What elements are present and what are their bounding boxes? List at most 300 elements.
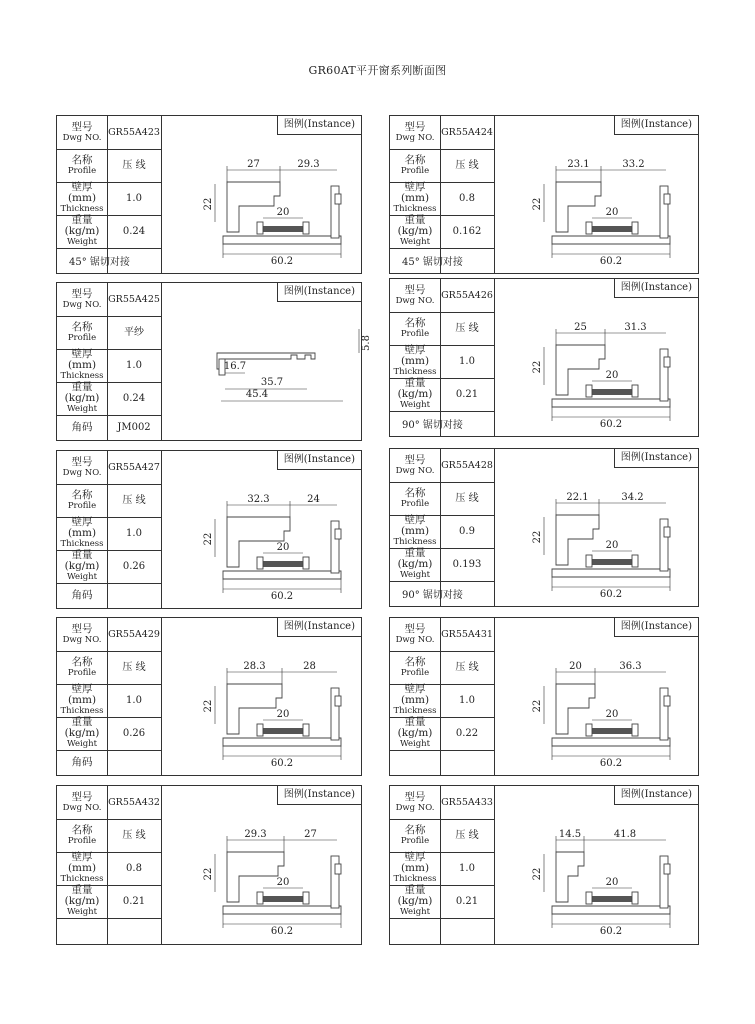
weight-value: 0.21 [122, 896, 146, 907]
dim-a: 28.3 [243, 661, 266, 672]
label-cn: 壁厚 (mm) [400, 181, 430, 204]
weight-value: 0.193 [452, 559, 482, 570]
label-cn: 名称 [404, 655, 426, 668]
dim-a: 22.1 [566, 492, 589, 503]
label-cn: 型号 [71, 790, 93, 803]
dim-m: 20 [605, 877, 619, 888]
profile-shape [227, 182, 280, 232]
gasket-strip [592, 226, 632, 232]
dim-a: 29.3 [244, 829, 267, 840]
label-cn: 型号 [404, 790, 426, 803]
dim-b: 31.3 [624, 322, 647, 333]
frame-hook [664, 696, 670, 706]
profile-name: 平纱 [124, 327, 144, 338]
dim-b: 29.3 [297, 159, 320, 170]
label-cn: 型号 [404, 622, 426, 635]
row-label [57, 382, 107, 415]
profile-card [56, 282, 372, 441]
profile-drawing [498, 469, 698, 606]
row-label [57, 451, 107, 484]
label-en: Profile [67, 500, 97, 511]
label-en: Profile [67, 165, 97, 176]
frame-hook [664, 194, 670, 204]
label-en: Thickness [393, 874, 437, 884]
corner-code-value [107, 583, 161, 608]
label-cn: 型号 [404, 283, 426, 296]
row-divider [390, 750, 494, 751]
row-label [390, 449, 440, 482]
profile-card [389, 448, 699, 607]
instance-label: 图例(Instance) [277, 451, 361, 470]
dim-h: 22 [532, 360, 543, 374]
frame-shape [223, 906, 341, 914]
cut-note: 90° 锯切对接 [402, 420, 463, 431]
dim-h: 22 [532, 530, 543, 544]
label-cn: 重量 (kg/m) [64, 549, 100, 572]
instance-label: 图例(Instance) [614, 116, 698, 135]
dwg-number: GR55A423 [108, 127, 160, 138]
profile-card [56, 450, 362, 609]
dim-m: 20 [276, 542, 290, 553]
frame-shape [223, 571, 341, 579]
dim-m: 20 [276, 877, 290, 888]
cut-note: 90° 锯切对接 [402, 590, 463, 601]
dim-w: 60.2 [599, 758, 623, 769]
label-en: Dwg NO. [62, 467, 102, 478]
dwg-number: GR55A431 [441, 629, 493, 640]
row-label [57, 215, 107, 248]
row-label [57, 550, 107, 583]
gasket-holder [257, 222, 263, 234]
dim-h: 22 [532, 699, 543, 713]
label-en: Thickness [393, 537, 437, 547]
profile-name: 压 线 [122, 495, 146, 506]
profile-name: 压 线 [455, 830, 479, 841]
label-cn: 名称 [71, 153, 93, 166]
row-label [390, 515, 440, 548]
label-en: Thickness [393, 204, 437, 214]
label-cn: 名称 [404, 153, 426, 166]
frame-hook [335, 194, 341, 204]
dim-b: 34.2 [621, 492, 644, 503]
profile-name: 压 线 [122, 830, 146, 841]
row-label [390, 149, 440, 182]
dim-a: 14.5 [558, 829, 582, 840]
dim-h: 22 [532, 867, 543, 881]
gasket-holder [303, 557, 309, 569]
thickness-value: 1.0 [126, 695, 142, 706]
row-label [57, 283, 107, 316]
weight-value: 0.22 [455, 728, 479, 739]
label-cn: 名称 [71, 823, 93, 836]
dim-a: 25 [574, 322, 587, 333]
label-en: Profile [400, 667, 430, 678]
row-label [57, 852, 107, 885]
label-cn: 名称 [71, 488, 93, 501]
row-label [57, 684, 107, 717]
row-label [390, 116, 440, 149]
frame-shape [552, 738, 670, 746]
row-divider [57, 918, 161, 919]
label-en: Profile [400, 498, 430, 509]
dim-w: 60.2 [270, 591, 294, 602]
label-en: Weight [66, 907, 98, 917]
frame-shape [552, 399, 670, 407]
gasket-strip [592, 728, 632, 734]
profile-card [389, 785, 699, 945]
dim-b: 33.2 [622, 159, 645, 170]
weight-value: 0.24 [122, 393, 146, 404]
frame-hook [664, 357, 670, 367]
label-en: Profile [67, 332, 97, 343]
label-cn: 型号 [71, 287, 93, 300]
profile-card [56, 617, 362, 776]
dwg-number: GR55A427 [108, 462, 160, 473]
profile-drawing [165, 638, 361, 775]
instance-label: 图例(Instance) [614, 279, 698, 298]
label-cn: 型号 [404, 453, 426, 466]
label-en: Thickness [60, 371, 104, 381]
frame-shape [552, 236, 670, 244]
row-label [390, 885, 440, 918]
label-cn: 壁厚 (mm) [67, 851, 97, 874]
label-cn: 型号 [404, 120, 426, 133]
label-cn: 重量 (kg/m) [397, 214, 433, 237]
row-label [57, 819, 107, 852]
gasket-holder [257, 557, 263, 569]
label-cn: 型号 [71, 120, 93, 133]
corner-code-label: 角码 [71, 756, 93, 768]
label-en: Weight [399, 739, 431, 749]
profile-drawing [498, 136, 698, 273]
label-cn: 壁厚 (mm) [400, 514, 430, 537]
profile-drawing [165, 136, 361, 273]
row-label [390, 618, 440, 651]
frame-hook [335, 864, 341, 874]
profile-shape [556, 182, 601, 232]
gasket-holder [257, 724, 263, 736]
label-cn: 壁厚 (mm) [67, 348, 97, 371]
dim-h: 5.8 [361, 335, 372, 351]
row-label [57, 618, 107, 651]
row-label [390, 852, 440, 885]
dim-b: 27 [304, 829, 317, 840]
instance-label: 图例(Instance) [277, 786, 361, 805]
label-cn: 重量 (kg/m) [397, 884, 433, 907]
profile-drawing [498, 806, 698, 944]
gasket-holder [586, 555, 592, 567]
label-cn: 重量 (kg/m) [64, 214, 100, 237]
label-cn: 壁厚 (mm) [400, 683, 430, 706]
label-en: Profile [400, 328, 430, 339]
dwg-number: GR55A432 [108, 797, 160, 808]
gasket-strip [592, 896, 632, 902]
dim-a: 32.3 [247, 494, 270, 505]
dim-b: 24 [307, 494, 320, 505]
profile-drawing [165, 806, 361, 944]
label-cn: 名称 [71, 655, 93, 668]
dim-a: 20 [569, 661, 582, 672]
row-label [390, 548, 440, 581]
frame-shape [552, 906, 670, 914]
row-label [390, 378, 440, 411]
gasket-holder [632, 892, 638, 904]
label-cn: 壁厚 (mm) [400, 344, 430, 367]
frame-shape [552, 569, 670, 577]
row-label [390, 345, 440, 378]
dim-w: 60.2 [599, 256, 623, 267]
label-en: Thickness [393, 367, 437, 377]
profile-name: 压 线 [455, 323, 479, 334]
weight-value: 0.26 [122, 561, 146, 572]
label-en: Profile [67, 667, 97, 678]
label-cn: 壁厚 (mm) [67, 181, 97, 204]
dim-w: 60.2 [599, 926, 623, 937]
label-en: Thickness [393, 706, 437, 716]
gasket-holder [586, 222, 592, 234]
label-cn: 重量 (kg/m) [64, 884, 100, 907]
label-en: Dwg NO. [395, 465, 435, 476]
label-en: Weight [66, 237, 98, 247]
label-en: Thickness [60, 874, 104, 884]
thickness-value: 1.0 [126, 360, 142, 371]
profile-shape [556, 852, 584, 902]
cut-note: 45° 锯切对接 [69, 257, 130, 268]
instance-label: 图例(Instance) [614, 786, 698, 805]
frame-hook [664, 864, 670, 874]
label-en: Weight [399, 237, 431, 247]
gasket-holder [632, 222, 638, 234]
profile-shape [556, 345, 605, 395]
row-label [390, 786, 440, 819]
dim-m: 20 [276, 207, 290, 218]
corner-code-value [107, 750, 161, 775]
label-cn: 重量 (kg/m) [397, 716, 433, 739]
weight-value: 0.26 [122, 728, 146, 739]
dwg-number: GR55A425 [108, 294, 160, 305]
gasket-holder [632, 385, 638, 397]
profile-drawing [498, 299, 698, 436]
row-label [57, 651, 107, 684]
label-en: Thickness [60, 706, 104, 716]
dim-h: 22 [203, 867, 214, 881]
frame-hook [335, 696, 341, 706]
profile-shape [227, 684, 282, 734]
weight-value: 0.162 [452, 226, 482, 237]
frame-hook [335, 529, 341, 539]
dim-m: 20 [605, 370, 619, 381]
dim-w: 60.2 [599, 419, 623, 430]
label-cn: 壁厚 (mm) [67, 516, 97, 539]
row-label [57, 517, 107, 550]
gasket-strip [263, 896, 303, 902]
gasket-holder [257, 892, 263, 904]
label-cn: 壁厚 (mm) [67, 683, 97, 706]
label-en: Weight [399, 907, 431, 917]
label-en: Weight [66, 739, 98, 749]
profile-drawing [165, 471, 361, 608]
label-en: Dwg NO. [395, 295, 435, 306]
gasket-holder [632, 724, 638, 736]
dim-h: 22 [203, 699, 214, 713]
dwg-number: GR55A433 [441, 797, 493, 808]
frame-shape [223, 236, 341, 244]
gasket-holder [632, 555, 638, 567]
dim-a: 16.7 [223, 361, 247, 372]
dim-w: 45.4 [245, 389, 269, 400]
label-cn: 名称 [404, 486, 426, 499]
weight-value: 0.21 [455, 896, 479, 907]
row-label [390, 312, 440, 345]
dwg-number: GR55A426 [441, 290, 493, 301]
label-cn: 名称 [404, 316, 426, 329]
dim-a: 23.1 [567, 159, 590, 170]
gasket-strip [263, 561, 303, 567]
frame-shape [223, 738, 341, 746]
profile-card [389, 617, 699, 776]
cut-note: 45° 锯切对接 [402, 257, 463, 268]
profile-name: 压 线 [122, 160, 146, 171]
label-en: Thickness [60, 539, 104, 549]
page-title: GR60AT平开窗系列断面图 [308, 64, 447, 77]
label-cn: 重量 (kg/m) [64, 381, 100, 404]
label-cn: 名称 [71, 320, 93, 333]
label-en: Profile [400, 165, 430, 176]
row-label [57, 885, 107, 918]
row-label [57, 116, 107, 149]
thickness-value: 0.8 [126, 863, 142, 874]
instance-label: 图例(Instance) [614, 618, 698, 637]
gasket-holder [586, 892, 592, 904]
label-en: Weight [66, 572, 98, 582]
row-label [57, 484, 107, 517]
frame-hook [664, 527, 670, 537]
label-cn: 名称 [404, 823, 426, 836]
gasket-strip [263, 728, 303, 734]
row-label [57, 786, 107, 819]
dim-b: 28 [303, 661, 316, 672]
dim-w: 60.2 [599, 589, 623, 600]
label-en: Profile [67, 835, 97, 846]
dim-w: 60.2 [270, 926, 294, 937]
dim-b: 36.3 [619, 661, 642, 672]
label-en: Weight [66, 404, 98, 414]
profile-name: 压 线 [455, 160, 479, 171]
dim-w: 60.2 [270, 256, 294, 267]
profile-card [389, 278, 699, 437]
label-en: Thickness [60, 204, 104, 214]
dim-a: 27 [247, 159, 260, 170]
row-label [57, 717, 107, 750]
label-cn: 型号 [71, 455, 93, 468]
instance-label: 图例(Instance) [614, 449, 698, 468]
label-en: Dwg NO. [62, 132, 102, 143]
dim-m: 20 [605, 540, 619, 551]
label-en: Dwg NO. [395, 634, 435, 645]
row-label [390, 279, 440, 312]
row-divider [390, 918, 494, 919]
label-cn: 重量 (kg/m) [64, 716, 100, 739]
dwg-number: GR55A428 [441, 460, 493, 471]
row-label [390, 215, 440, 248]
gasket-holder [303, 892, 309, 904]
instance-label: 图例(Instance) [277, 116, 361, 135]
gasket-strip [263, 226, 303, 232]
label-en: Dwg NO. [62, 634, 102, 645]
thickness-value: 1.0 [126, 528, 142, 539]
row-label [57, 149, 107, 182]
profile-card [389, 115, 699, 274]
thickness-value: 1.0 [459, 863, 475, 874]
profile-drawing [165, 303, 372, 440]
weight-value: 0.21 [455, 389, 479, 400]
row-label [390, 182, 440, 215]
gasket-strip [592, 389, 632, 395]
row-label [390, 482, 440, 515]
thickness-value: 0.9 [459, 526, 475, 537]
label-cn: 重量 (kg/m) [397, 547, 433, 570]
profile-shape [227, 852, 284, 902]
dim-b: 41.8 [613, 829, 637, 840]
thickness-value: 1.0 [459, 356, 475, 367]
profile-shape [556, 515, 599, 565]
dwg-number: GR55A424 [441, 127, 493, 138]
label-cn: 壁厚 (mm) [400, 851, 430, 874]
corner-code-label: 角码 [71, 421, 93, 433]
dim-h: 22 [532, 197, 543, 211]
label-en: Weight [399, 400, 431, 410]
row-label [390, 717, 440, 750]
dim-m: 20 [605, 207, 619, 218]
dim-h: 22 [203, 197, 214, 211]
gasket-holder [303, 724, 309, 736]
weight-value: 0.24 [122, 226, 146, 237]
gasket-holder [586, 724, 592, 736]
profile-name: 压 线 [455, 493, 479, 504]
thickness-value: 1.0 [459, 695, 475, 706]
gasket-strip [592, 559, 632, 565]
label-cn: 重量 (kg/m) [397, 377, 433, 400]
row-label [57, 316, 107, 349]
profile-card [56, 115, 362, 274]
profile-drawing [498, 638, 698, 775]
profile-name: 压 线 [455, 662, 479, 673]
gasket-holder [586, 385, 592, 397]
label-en: Dwg NO. [62, 802, 102, 813]
dim-m: 20 [276, 709, 290, 720]
label-en: Dwg NO. [62, 299, 102, 310]
profile-name: 压 线 [122, 662, 146, 673]
instance-label: 图例(Instance) [277, 618, 361, 637]
dwg-number: GR55A429 [108, 629, 160, 640]
label-en: Profile [400, 835, 430, 846]
row-label [57, 182, 107, 215]
label-en: Dwg NO. [395, 132, 435, 143]
thickness-value: 0.8 [459, 193, 475, 204]
label-en: Dwg NO. [395, 802, 435, 813]
row-label [57, 349, 107, 382]
dim-b: 35.7 [260, 377, 284, 388]
row-label [390, 651, 440, 684]
thickness-value: 1.0 [126, 193, 142, 204]
label-en: Weight [399, 570, 431, 580]
gasket-holder [303, 222, 309, 234]
dim-w: 60.2 [270, 758, 294, 769]
label-cn: 型号 [71, 622, 93, 635]
instance-label: 图例(Instance) [277, 283, 361, 302]
row-label [390, 684, 440, 717]
profile-card [56, 785, 362, 945]
